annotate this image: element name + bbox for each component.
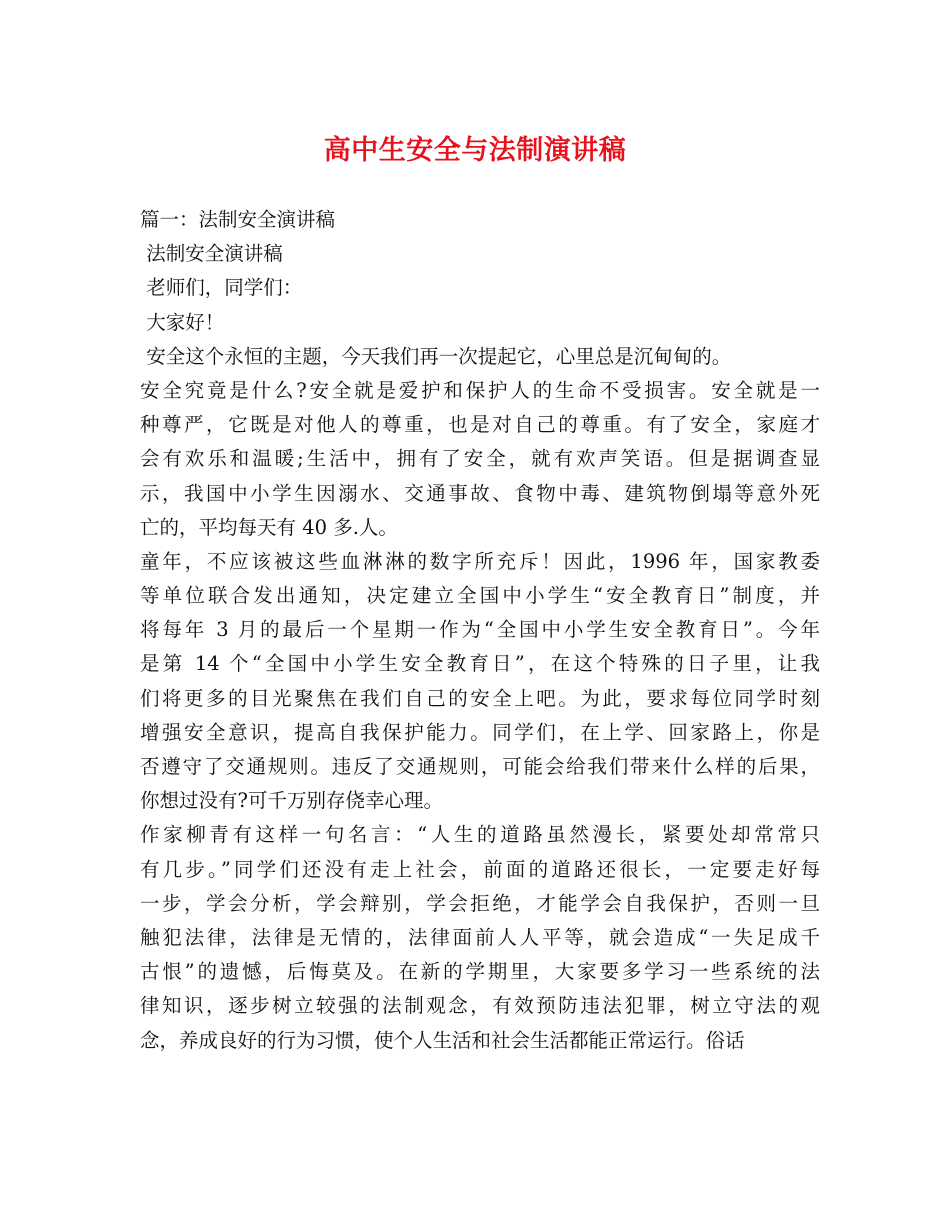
text-line: 念，养成良好的行为习惯，使个人生活和社会生活都能正常运行。俗话 [140,1028,745,1052]
text-line: 触犯法律，法律是无情的，法律面前人人平等，就会造成“一失足成千 [140,925,820,949]
text-line: 是第 14 个“全国中小学生安全教育日”，在这个特殊的日子里，让我 [140,652,820,676]
text-line: 一步，学会分析，学会辩别，学会拒绝，才能学会自我保护，否则一旦 [140,891,820,915]
text-line: 古恨”的遗憾，后悔莫及。在新的学期里，大家要多学习一些系统的法 [140,960,820,984]
document-body [140,203,820,1058]
text-line: 亡的，平均每天有 40 多.人。 [140,515,398,539]
text-line: 有几步。”同学们还没有走上社会，前面的道路还很长，一定要走好每 [140,857,820,881]
text-line: 作家柳青有这样一句名言：“人生的道路虽然漫长，紧要处却常常只 [140,823,820,847]
text-line: 律知识，逐步树立较强的法制观念，有效预防违法犯罪，树立守法的观 [140,994,820,1018]
text-line: 示，我国中小学生因溺水、交通事故、食物中毒、建筑物倒塌等意外死 [140,481,820,505]
text-line: 将每年 3 月的最后一个星期一作为“全国中小学生安全教育日”。今年 [140,618,820,642]
text-line: 会有欢乐和温暖;生活中，拥有了安全，就有欢声笑语。但是据调查显 [140,447,820,471]
text-line: 增强安全意识，提高自我保护能力。同学们，在上学、回家路上，你是 [140,720,820,744]
text-line: 否遵守了交通规则。违反了交通规则，可能会给我们带来什么样的后果， [140,755,820,778]
text-line: 们将更多的目光聚焦在我们自己的安全上吧。为此，要求每位同学时刻 [140,686,820,710]
text-line: 安全究竟是什么?安全就是爱护和保护人的生命不受损害。安全就是一 [140,378,820,402]
text-line: 等单位联合发出通知，决定建立全国中小学生“安全教育日”制度，并 [140,584,820,608]
text-line: 老师们，同学们： [140,276,303,300]
text-line: 篇一：法制安全演讲稿 [140,208,336,231]
text-line: 安全这个永恒的主题，今天我们再一次提起它，心里总是沉甸甸的。 [140,344,732,368]
text-line: 种尊严，它既是对他人的尊重，也是对自己的尊重。有了安全，家庭才 [140,413,820,437]
text-line: 你想过没有?可千万别存侥幸心理。 [140,789,443,813]
text-line: 童年，不应该被这些血淋淋的数字所充斥！因此，1996 年，国家教委 [140,549,820,573]
text-line: 大家好！ [140,310,225,334]
document-title: 高中生安全与法制演讲稿 [323,135,627,166]
text-line: 法制安全演讲稿 [140,242,283,266]
